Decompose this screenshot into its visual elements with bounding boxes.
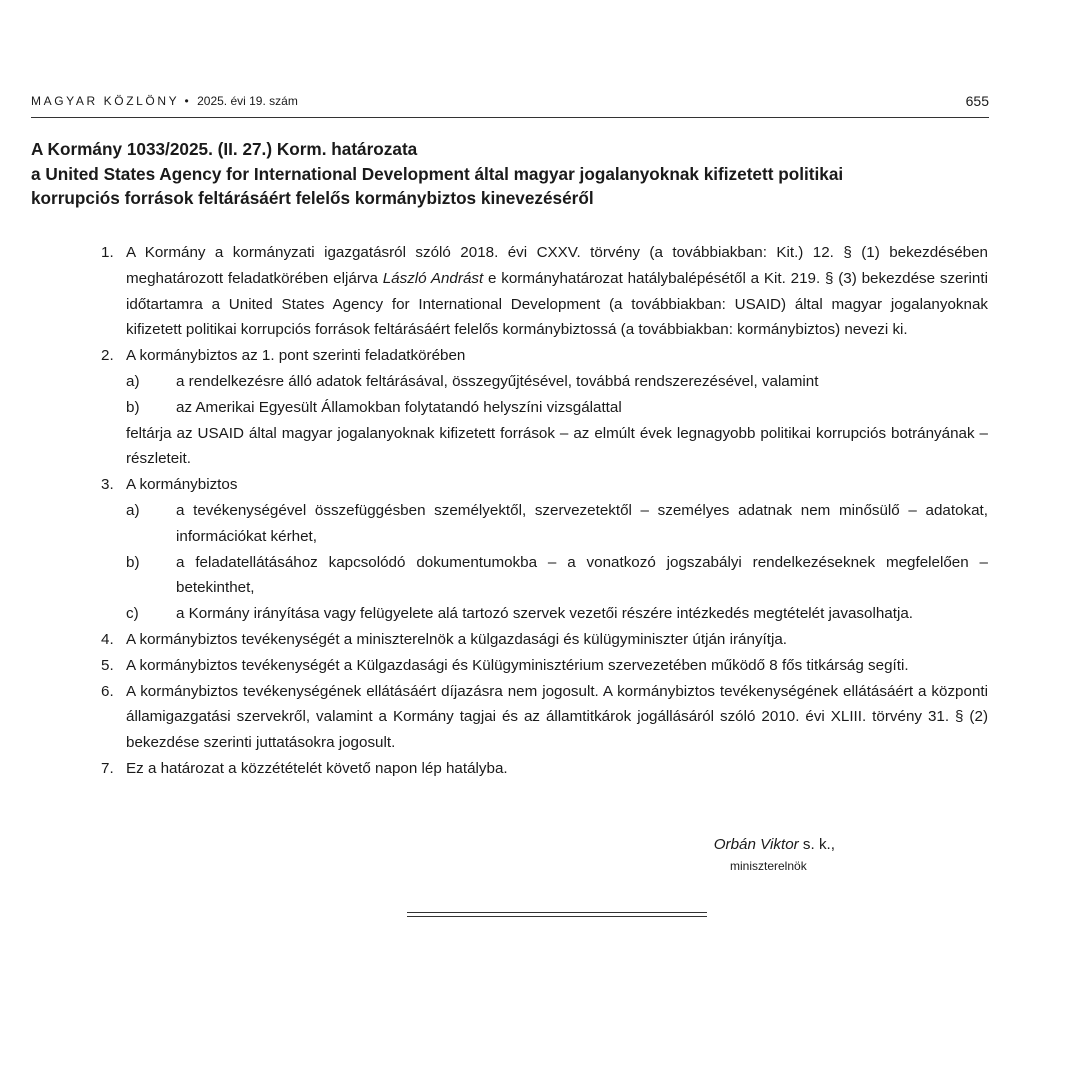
point-number: 5. — [101, 656, 114, 674]
subpoint-letter: a) — [126, 501, 140, 519]
point-text: Ez a határozat a közzétételét követő napon lép hatályba. — [126, 759, 508, 777]
subpoint-text: a Kormány irányítása vagy felügyelete alá tartozó szervek vezetői részére intézkedés megtételét javasolhatja. — [176, 605, 913, 623]
document-title — [31, 137, 991, 211]
subpoint-text: a tevékenységével összefüggésben személyektől, szervezetektől – személyes adatnak nem minősülő – adatokat, információkat kérhet, — [176, 501, 988, 545]
point-number: 6. — [101, 682, 114, 700]
point-text: A kormánybiztos tevékenységét a Külgazdasági és Külügyminisztérium szervezetében működő 8 fős titkárság segíti. — [126, 656, 909, 674]
subpoint-letter: b) — [126, 553, 140, 571]
point-text: A kormánybiztos tevékenységét a miniszterelnök a külgazdasági és külügyminiszter útján irányítja. — [126, 630, 787, 648]
subpoint-letter: c) — [126, 605, 139, 623]
subpoint-3c — [101, 601, 988, 627]
issue-label: 2025. évi 19. szám — [197, 94, 298, 108]
signatory-name: Orbán Viktor — [713, 836, 799, 853]
signature-line — [600, 834, 835, 856]
signatory-title: miniszterelnök — [730, 859, 807, 873]
subpoint-text: az Amerikai Egyesült Államokban folytatandó helyszíni vizsgálattal — [176, 398, 622, 416]
page-number: 655 — [965, 93, 989, 109]
point-text: A kormánybiztos tevékenységének ellátásáért díjazásra nem jogosult. A kormánybiztos tevékenységének ellátásáért a központi államigazgatási szervekről, valamint a Kormány tagjai és az államtitkárok jogállásáról szóló 2010. évi XLIII. törvény 31. § (2) bekezdése szerinti juttatásokra jogosult. — [126, 682, 988, 752]
point-number: 3. — [101, 476, 114, 494]
signature-suffix: s. k., — [798, 836, 835, 853]
title-line-2: a United States Agency for International Development által magyar jogalanyoknak kifizetett politikai — [31, 163, 844, 184]
title-line-1: A Kormány 1033/2025. (II. 27.) Korm. határozata — [31, 139, 418, 159]
point-6 — [101, 679, 988, 756]
point-text: A Kormány a kormányzati igazgatásról szóló 2018. évi CXXV. törvény (a továbbiakban: Kit.) 12. § (1) bekezdésében meghatározott feladatkörében eljárva — [126, 244, 988, 287]
subpoint-2b — [101, 395, 988, 421]
subpoint-3a — [101, 498, 988, 550]
closing-rule-top — [407, 912, 707, 913]
point-7 — [101, 756, 988, 782]
subpoint-3b — [101, 550, 988, 602]
point-number: 7. — [101, 759, 114, 777]
subpoint-text: a rendelkezésre álló adatok feltárásával, összegyűjtésével, továbbá rendszerezésével, valamint — [176, 372, 819, 390]
header-publication — [31, 94, 298, 108]
subpoint-text: a feladatellátásához kapcsolódó dokumentumokba – a vonatkozó jogszabályi rendelkezéseknek megfelelően – betekinthet, — [176, 553, 988, 597]
point-2 — [101, 343, 988, 369]
header-separator: • — [184, 94, 189, 108]
point-3 — [101, 472, 988, 498]
point-text: e kormányhatározat hatálybalépésétől a Kit. 219. § (3) bekezdése szerinti időtartamra a United States Agency for International Development (a továbbiakban: USAID) által magyar jogalanyoknak kifizetett politikai korrupciós források feltárásáért felelős kormánybiztossá (a továbbiakban: kormánybiztos) nevezi ki. — [126, 269, 988, 339]
point-number: 1. — [101, 244, 114, 261]
point-1 — [101, 240, 988, 343]
closing-rule-bottom — [407, 916, 707, 917]
point-number: 2. — [101, 347, 114, 365]
subpoint-2a — [101, 369, 988, 395]
point-5 — [101, 653, 988, 679]
subpoint-letter: a) — [126, 372, 140, 390]
point-text: A kormánybiztos — [126, 476, 238, 494]
point-2-closing: feltárja az USAID által magyar jogalanyoknak kifizetett források – az elmúlt évek legnagyobb politikai korrupciós botrányának – részleteit. — [126, 424, 988, 468]
point-text: A kormánybiztos az 1. pont szerinti feladatkörében — [126, 347, 466, 365]
subpoint-letter: b) — [126, 398, 140, 416]
page-header — [31, 93, 989, 118]
point-4 — [101, 627, 988, 653]
resolution-body — [101, 240, 988, 782]
title-line-3: korrupciós források feltárásáért felelős kormánybiztos kinevezéséről — [31, 188, 594, 208]
journal-name: MAGYAR KÖZLÖNY — [31, 94, 180, 108]
point-number: 4. — [101, 630, 114, 648]
appointee-name: László Andrást — [382, 269, 484, 287]
